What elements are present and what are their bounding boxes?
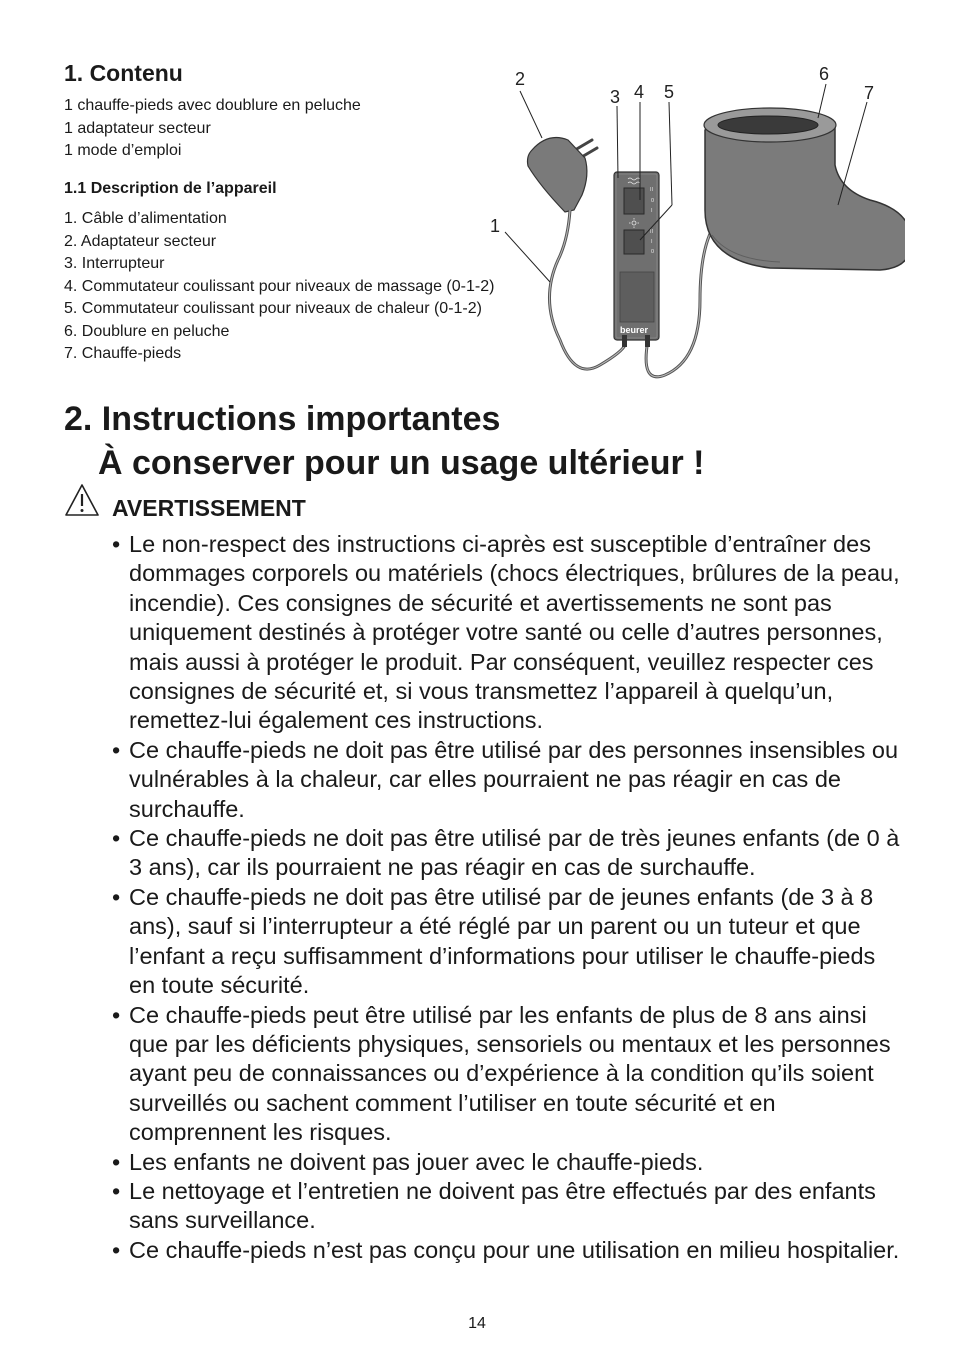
switch-mark: I <box>651 239 653 245</box>
leader-line <box>838 102 867 205</box>
contenu-list <box>64 95 361 163</box>
callout-5: 5 <box>664 82 675 102</box>
switch-mark: 0 <box>651 198 655 204</box>
list-item: 1. Câble d’alimentation <box>64 210 227 227</box>
callout-3: 3 <box>610 87 621 107</box>
page-number: 14 <box>468 1315 486 1332</box>
section-title-line2: À conserver pour un usage ultérieur ! <box>98 444 705 482</box>
list-item: • Le non-respect des instructions ci-après est susceptible d’entraîner des dommages corporels ou matériels (chocs électriques, brûlures de la peau, incendie). Ces consignes de sécurité et avertissements ne sont pas uniquement destinés à protéger votre santé ou celle d’autres personnes, mais aussi à protéger le produit. Par conséquent, veuillez respecter ces consignes de sécurité et, si vous transmettez l’appareil à quelqu’un, remettez-lui également ces instructions. <box>112 530 902 736</box>
list-item: 4. Commutateur coulissant pour niveaux de massage (0-1-2) <box>64 277 495 295</box>
switch-mark: I <box>651 208 653 214</box>
warning-triangle-icon <box>64 483 100 517</box>
list-item: • Ce chauffe-pieds ne doit pas être utilisé par de jeunes enfants (de 3 à 8 ans), sauf si l’interrupteur a été réglé par un parent ou un tuteur et que l’enfant a reçu suffisamment d’informations pour utiliser le chauffe-pieds en toute sécurité. <box>112 883 902 1001</box>
switch-mark: II <box>650 229 654 235</box>
section-title-contenu: 1. Contenu <box>64 60 183 86</box>
brand-logo: beurer <box>620 325 649 335</box>
list-item: 2. Adaptateur secteur <box>64 232 217 250</box>
leader-line <box>505 232 550 282</box>
description-list <box>64 208 494 366</box>
list-item: 3. Interrupteur <box>64 255 165 272</box>
list-item: • Le nettoyage et l’entretien ne doivent pas être effectués par des enfants sans surveillance. <box>112 1177 902 1236</box>
leader-line <box>669 102 672 205</box>
list-item: 1 adaptateur secteur <box>64 119 211 137</box>
callout-4: 4 <box>634 82 645 102</box>
list-item: • Ce chauffe-pieds ne doit pas être utilisé par des personnes insensibles ou vulnérables à la chaleur, car elles pourraient ne pas réagir en cas de surchauffe. <box>112 736 902 824</box>
foot-warmer <box>704 108 905 270</box>
subsection-title-description: 1.1 Description de l’appareil <box>64 180 277 197</box>
section-title-instructions <box>64 397 704 485</box>
section-title-line1: 2. Instructions importantes <box>64 400 501 438</box>
list-item: 6. Doublure en peluche <box>64 322 230 340</box>
list-item: 7. Chauffe-pieds <box>64 345 182 362</box>
callout-6: 6 <box>819 64 830 84</box>
list-item: 1 chauffe-pieds avec doublure en peluche <box>64 97 361 114</box>
list-item: 1 mode d’emploi <box>64 142 182 159</box>
leader-line <box>617 106 618 178</box>
list-item: • Ce chauffe-pieds n’est pas conçu pour une utilisation en milieu hospitalier. <box>112 1236 902 1265</box>
warning-label: AVERTISSEMENT <box>112 495 306 521</box>
callout-2: 2 <box>515 69 526 89</box>
switch-mark: II <box>650 187 654 193</box>
callout-1: 1 <box>490 216 501 236</box>
switch-mark: 0 <box>651 249 655 255</box>
list-item: 5. Commutateur coulissant pour niveaux de chaleur (0-1-2) <box>64 300 482 317</box>
callout-7: 7 <box>864 83 875 103</box>
list-item: • Ce chauffe-pieds ne doit pas être utilisé par de très jeunes enfants (de 0 à 3 ans), car ils pourraient ne pas réagir en cas de surchauffe. <box>112 824 902 883</box>
device-diagram <box>485 60 905 390</box>
leader-line <box>520 91 542 138</box>
leader-line <box>818 84 826 118</box>
list-item: • Ce chauffe-pieds peut être utilisé par les enfants de plus de 8 ans ainsi que par les déficients physiques, sensoriels ou mentaux et les personnes ayant peu de connaissances ou d’expérience à la condition qu’ils soient surveillés ou sachent comment l’utiliser en toute sécurité et en comprennent les risques. <box>112 1001 902 1148</box>
warning-list <box>112 530 902 1265</box>
list-item: • Les enfants ne doivent pas jouer avec le chauffe-pieds. <box>112 1148 902 1177</box>
